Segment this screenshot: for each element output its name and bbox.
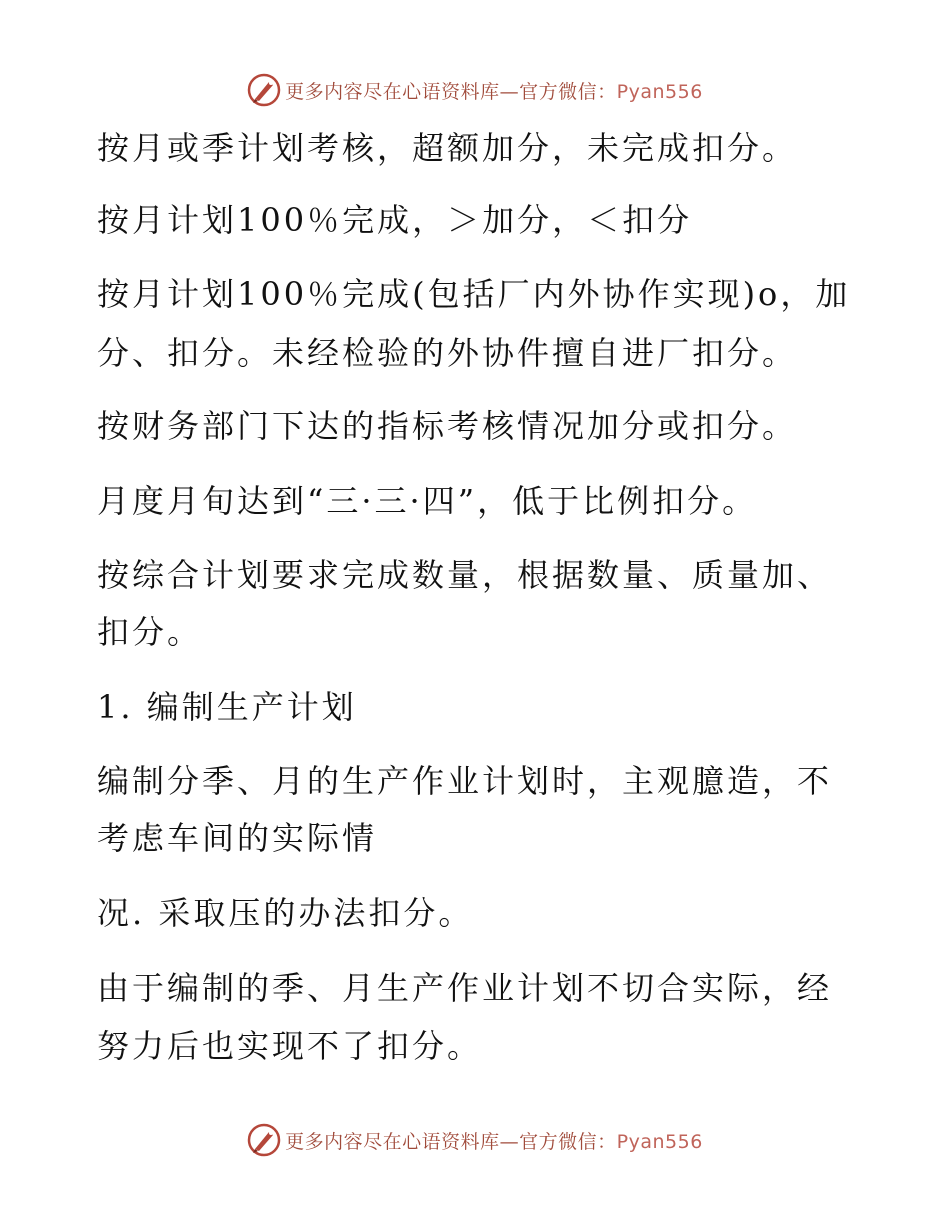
footer-watermark — [0, 1120, 950, 1160]
paragraph-line: 考虑车间的实际情 — [97, 819, 378, 857]
banner-text: 更多内容尽在心语资料库—官方微信： — [285, 80, 617, 103]
paragraph-line: 扣分。 — [97, 613, 203, 651]
wechat-id: Pyan556 — [616, 1130, 703, 1153]
header-watermark — [0, 70, 950, 110]
paragraph-line: 按财务部门下达的指标考核情况加分或扣分。 — [97, 407, 798, 445]
paragraph-line: 按综合计划要求完成数量，根据数量、质量加、 — [97, 556, 833, 594]
paragraph-line: 况. 采取压的办法扣分。 — [97, 894, 474, 932]
paragraph-line: 按月计划100％完成，＞加分，＜扣分 — [97, 201, 693, 239]
section-heading: 1. 编制生产计划 — [97, 688, 357, 726]
paragraph-line: 编制分季、月的生产作业计划时，主观臆造，不 — [97, 762, 833, 800]
paragraph-line: 努力后也实现不了扣分。 — [97, 1027, 483, 1065]
paragraph-line: 按月或季计划考核，超额加分，未完成扣分。 — [97, 129, 798, 167]
pen-logo-icon — [247, 73, 281, 107]
paragraph-line: 月度月旬达到“三·三·四”，低于比例扣分。 — [97, 482, 758, 520]
pen-logo-icon — [247, 1123, 281, 1157]
wechat-id: Pyan556 — [616, 80, 703, 103]
paragraph-line: 按月计划100％完成(包括厂内外协作实现)o，加 — [97, 275, 851, 313]
paragraph-line: 分、扣分。未经检验的外协件擅自进厂扣分。 — [97, 334, 798, 372]
paragraph-line: 由于编制的季、月生产作业计划不切合实际，经 — [97, 969, 833, 1007]
banner-text: 更多内容尽在心语资料库—官方微信： — [285, 1130, 617, 1153]
